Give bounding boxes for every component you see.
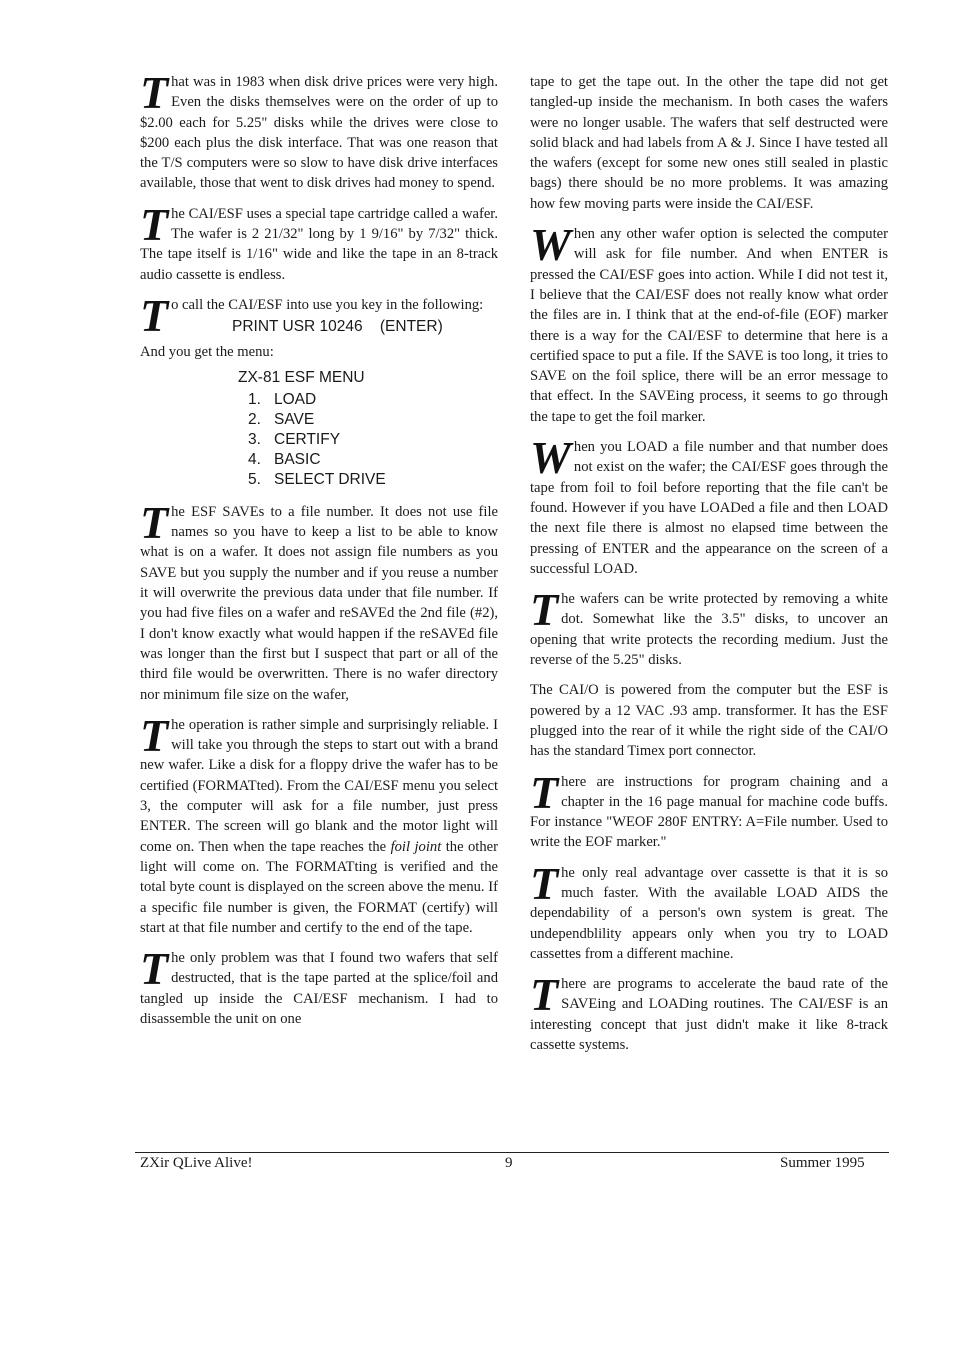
paragraph-text: tape to get the tape out. In the other the tape did not get tangled-up inside the mechanism. In both cases the wafers were no longer usable. The wafers that self destructed were solid black and had labels from A & J. Since I have tested all the wafers (except for some new ones still sealed in plastic bags) there should be no more problems. It was amazing how few moving parts were inside the CAI/ESF. [530, 74, 888, 212]
menu-item-label: BASIC [274, 450, 321, 468]
paragraph-text: he wafers can be write protected by removing a white dot. Somewhat like the 3.5" disks, to uncover an opening that write protects the recording medium. Just the reverse of the 5.25" disks. [530, 591, 888, 669]
command-line: PRINT USR 10246 (ENTER) [232, 318, 443, 336]
paragraph-text: The CAI/O is powered from the computer but the ESF is powered by a 12 VAC .93 amp. transformer. It has the ESF plugged into the rear of it while the right side of the CAI/O has the standard Timex port connector. [530, 682, 888, 760]
menu-intro: And you get the menu: [140, 343, 274, 360]
menu-item-label: LOAD [274, 390, 317, 408]
menu-item-label: SAVE [274, 410, 315, 428]
publication-name: ZXir QLive Alive! [140, 1155, 253, 1171]
menu-item-number: 1. [248, 390, 261, 408]
menu-title: ZX-81 ESF MENU [238, 368, 365, 386]
left-column [140, 67, 498, 1039]
drop-cap: T [140, 943, 169, 995]
paragraph-text: the other light will come on. The FORMATting is verified and the total byte count is displayed on the screen above the menu. If a specific file number is given, the FORMAT (certify) will start at that file number and certify to the end of the tape. [140, 838, 498, 936]
menu-item-label: SELECT DRIVE [274, 470, 386, 488]
footer-divider [135, 1152, 889, 1153]
drop-cap: T [530, 584, 559, 636]
right-column [530, 72, 888, 1065]
drop-cap: T [140, 496, 169, 548]
drop-cap: T [140, 709, 169, 761]
paragraph [530, 584, 888, 670]
menu-item [248, 470, 498, 490]
paragraph [530, 219, 889, 427]
paragraph-text: here are instructions for program chaining and a chapter in the 16 page manual for machine code buffs. For instance "WEOF 280F ENTRY: A=File number. Used to write the EOF marker." [530, 773, 888, 851]
paragraph-text: he only problem was that I found two wafers that self destructed, that is the tape parted at the splice/foil and tangled up inside the CAI/ESF mechanism. I had to disassemble the unit on one [140, 950, 498, 1027]
drop-cap: T [140, 198, 169, 250]
drop-cap: T [530, 969, 559, 1021]
menu-item [248, 390, 498, 410]
drop-cap: T [140, 289, 169, 341]
paragraph-text: hat was in 1983 when disk drive prices were very high. Even the disks themselves were on the order of up to $2.00 each for 5.25" disks while the drives were close to $200 each plus the disk interface. That was one reason that the T/S computers were so slow to have disk drive interfaces available, those that went to disk drives had money to spend. [140, 74, 498, 192]
menu-list [140, 390, 498, 490]
page-number: 9 [505, 1155, 513, 1171]
menu-item [248, 450, 498, 470]
emphasized-term: foil joint [390, 838, 442, 855]
drop-cap: T [140, 67, 169, 118]
paragraph [530, 432, 888, 579]
paragraph-text: he operation is rather simple and surprisingly reliable. I will take you through the steps to start out with a brand new wafer. Like a disk for a floppy drive the wafer has to be certified (FORMATted). From the CAI/ESF menu you select 3, the computer will ask for a file number, just press ENTER. The screen will go blank and the motor light will come on. Then when the tape reaches the [140, 716, 498, 855]
drop-cap: T [530, 766, 559, 818]
paragraph [530, 857, 888, 964]
menu-item-number: 5. [248, 470, 261, 488]
paragraph [530, 766, 888, 853]
menu-item-number: 2. [248, 410, 261, 428]
paragraph-text: o call the CAI/ESF into use you key in the following: [171, 296, 484, 313]
issue-date: Summer 1995 [780, 1155, 865, 1171]
menu-item-number: 4. [248, 450, 261, 468]
paragraph [140, 67, 498, 194]
paragraph-text: he CAI/ESF uses a special tape cartridge called a wafer. The wafer is 2 21/32" long by 1 9/16" by 7/32" thick. The tape itself is 1/16" wide and like the tape in an 8-track audio cassette is endless. [140, 205, 498, 283]
paragraph [530, 969, 888, 1055]
paragraph [140, 198, 498, 285]
paragraph [530, 72, 888, 214]
paragraph-text: here are programs to accelerate the baud rate of the SAVEing and LOADing routines. The CAI/ESF is an interesting concept that just didn't make it like 8-track cassette systems. [530, 976, 888, 1054]
paragraph [140, 709, 498, 938]
paragraph [140, 496, 498, 705]
drop-cap: W [530, 432, 571, 484]
paragraph-text: hen any other wafer option is selected the computer will ask for file number. And when ENTER is pressed the CAI/ESF goes into action. While I did not test it, I believe that the CAI/ESF does not really know what order the files are in. I think that at the end-of-file (EOF) marker there is a way for the CAI/ESF to determine that here is a certified space to put a file. If the SAVE is too long, it tries to SAVE on the foil splice, there will be an error message to that effect. In the SAVEing process, it seems to go through the tape to get the foil marker. [530, 226, 889, 425]
menu-item-number: 3. [248, 430, 261, 448]
paragraph [530, 680, 888, 761]
menu-item [248, 430, 498, 450]
menu-item [248, 410, 498, 430]
paragraph-text: hen you LOAD a file number and that number does not exist on the wafer; the CAI/ESF goes through the tape from foil to foil before reporting that the file can't be found. However if you have LOADed a file and then LOAD the next file there is almost no elapsed time between the pressing of ENTER and the appearance on the screen of a successful LOAD. [530, 439, 888, 577]
drop-cap: T [530, 857, 559, 909]
menu-item-label: CERTIFY [274, 430, 341, 448]
paragraph-text: he ESF SAVEs to a file number. It does not use file names so you have to keep a list to be able to know what is on a wafer. It does not assign file numbers as you SAVE but you supply the number and if you reuse a number it will overwrite the previous data under that file number. If you had five files on a wafer and reSAVEd the 2nd file (#2), I don't know exactly what would happen if the reSAVEd file was longer than the first but I suspect that part or all of the third file would be overwritten. There is no wafer directory nor minimum file size on the wafer, [140, 503, 498, 703]
drop-cap: W [530, 219, 571, 271]
esf-menu [140, 368, 498, 490]
paragraph [140, 943, 498, 1029]
paragraph-text: he only real advantage over cassette is that it is so much faster. With the available LOAD AIDS the dependability of a person's own system is great. The undependblility appears only when you try to LOAD cassettes from a different machine. [530, 864, 888, 962]
